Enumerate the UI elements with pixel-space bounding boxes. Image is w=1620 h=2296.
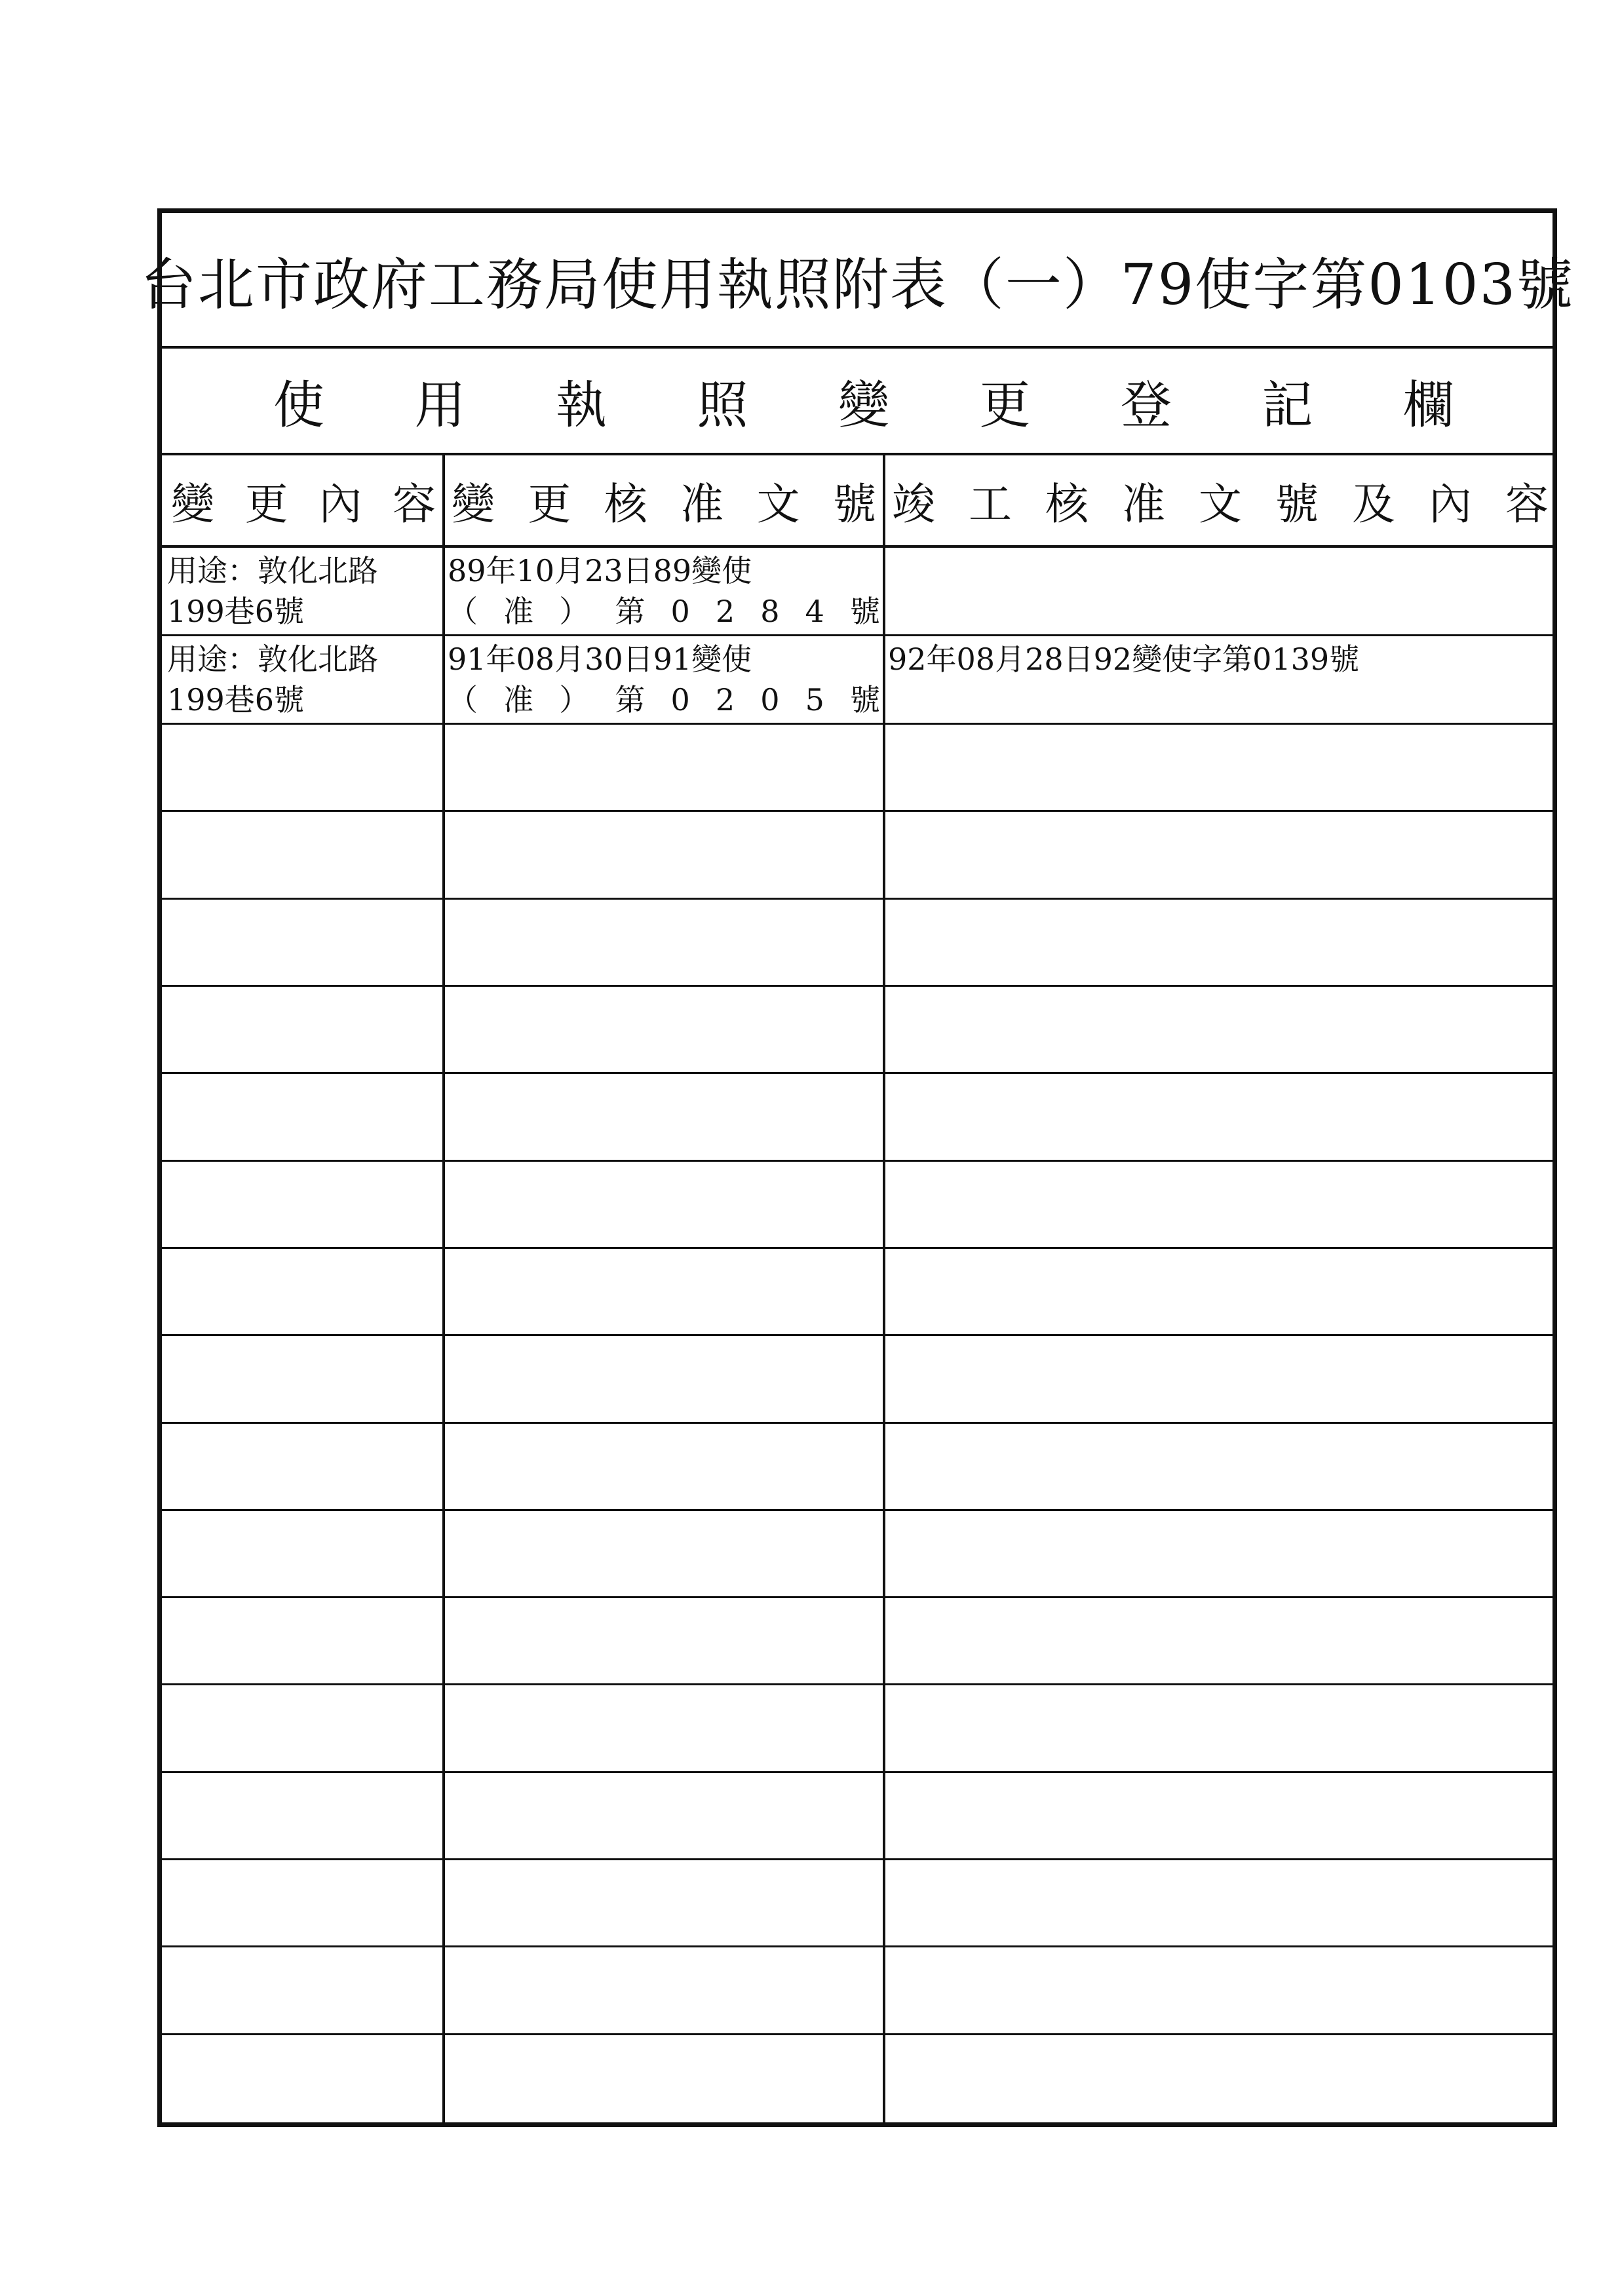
- empty-table-row: [162, 900, 1552, 987]
- subtitle-char: 用: [414, 375, 466, 435]
- empty-table-row: [162, 987, 1552, 1074]
- empty-table-row: [162, 812, 1552, 899]
- subtitle-char: 變: [838, 375, 889, 435]
- completion-cell: 92年08月28日92變使字第0139號: [888, 641, 1360, 677]
- subtitle-char: 記: [1262, 375, 1313, 435]
- subtitle-char: 照: [697, 375, 748, 435]
- column-divider: [442, 455, 445, 2122]
- empty-table-row: [162, 1947, 1552, 2035]
- subtitle-char: 登: [1120, 375, 1172, 435]
- empty-table-row: [162, 1249, 1552, 1336]
- subtitle-char: 更: [979, 375, 1031, 435]
- approval-no-cell: 91年08月30日91變使 （ 准 ） 第 0 2 0 5 號: [448, 641, 880, 718]
- empty-table-row: [162, 1773, 1552, 1860]
- subtitle-row: [162, 349, 1552, 455]
- change-content-cell: 用途：敦化北路 199巷6號: [167, 641, 378, 718]
- empty-table-row: [162, 1162, 1552, 1249]
- subtitle-char: 使: [273, 375, 325, 435]
- use-permit-annex-form: [140, 208, 1575, 2127]
- header-completion: 竣 工 核 准 文 號 及 內 容: [892, 479, 1549, 529]
- empty-table-row: [162, 1860, 1552, 1947]
- empty-table-row: [162, 725, 1552, 812]
- empty-table-row: [162, 1336, 1552, 1423]
- header-change-content: 變 更 內 容: [171, 479, 436, 529]
- table-row: [162, 548, 1552, 636]
- approval-no-cell: 89年10月23日89變使 （ 准 ） 第 0 2 8 4 號: [448, 553, 880, 629]
- empty-table-row: [162, 1424, 1552, 1511]
- empty-table-row: [162, 1074, 1552, 1161]
- subtitle-char: 欄: [1402, 375, 1454, 435]
- empty-table-row: [162, 1511, 1552, 1598]
- subtitle-char: 執: [555, 375, 607, 435]
- header-approval-no: 變 更 核 准 文 號: [452, 479, 876, 529]
- title-row: [140, 213, 1575, 349]
- column-divider: [883, 455, 885, 2122]
- column-header-row: [162, 455, 1552, 548]
- table-row: [162, 636, 1552, 725]
- change-content-cell: 用途：敦化北路 199巷6號: [167, 553, 378, 629]
- empty-table-row: [162, 1685, 1552, 1772]
- form-title: 台北市政府工務局使用執照附表（一）79使字第0103號: [140, 252, 1575, 318]
- empty-table-row: [162, 1598, 1552, 1685]
- empty-table-row: [162, 2035, 1552, 2122]
